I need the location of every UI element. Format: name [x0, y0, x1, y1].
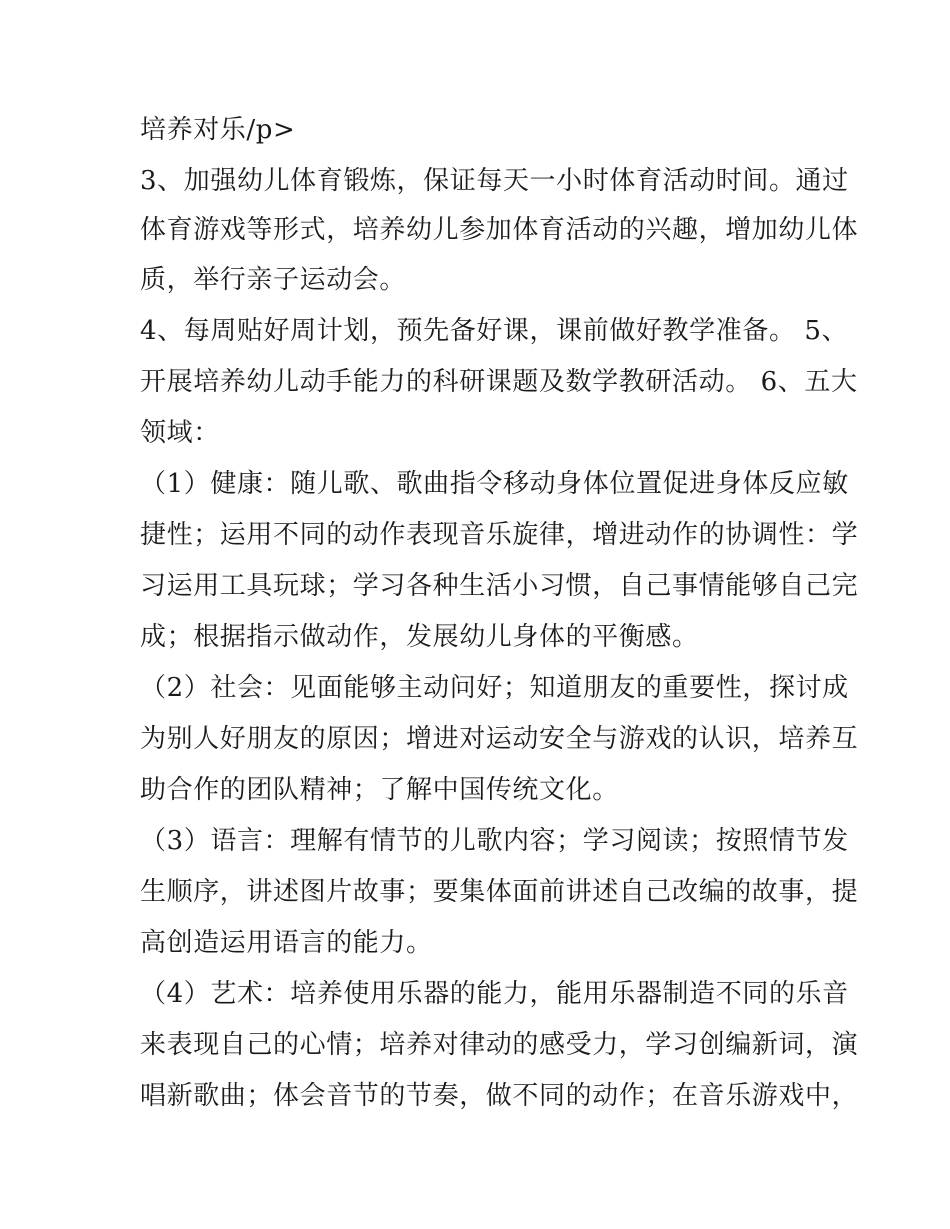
text-line: 助合作的团队精神；了解中国传统文化。: [140, 775, 619, 805]
text-line: 培养对乐/p>: [140, 115, 296, 145]
text-line: （1）健康：随儿歌、歌曲指令移动身体位置促进身体反应敏: [140, 469, 849, 499]
text-line: 4、每周贴好周计划，预先备好课，课前做好教学准备。 5、: [140, 316, 849, 346]
text-line: 生顺序，讲述图片故事；要集体面前讲述自己改编的故事，提: [140, 877, 859, 907]
text-line: 开展培养幼儿动手能力的科研课题及数学教研活动。 6、五大: [140, 367, 858, 397]
text-line: 习运用工具玩球；学习各种生活小习惯，自己事情能够自己完: [140, 571, 859, 601]
text-line: 体育游戏等形式，培养幼儿参加体育活动的兴趣，增加幼儿体: [140, 215, 859, 245]
text-line: 成；根据指示做动作，发展幼儿身体的平衡感。: [140, 622, 699, 652]
text-line: 来表现自己的心情；培养对律动的感受力，学习创编新词，演: [140, 1030, 859, 1060]
text-line: 高创造运用语言的能力。: [140, 928, 433, 958]
text-line: 质，举行亲子运动会。: [140, 265, 407, 295]
text-line: （3）语言：理解有情节的儿歌内容；学习阅读；按照情节发: [140, 826, 849, 856]
text-line: 领域：: [140, 418, 220, 448]
text-line: 捷性；运用不同的动作表现音乐旋律，增进动作的协调性：学: [140, 520, 859, 550]
text-line: 3、加强幼儿体育锻炼，保证每天一小时体育活动时间。通过: [140, 166, 849, 196]
text-line: 为别人好朋友的原因；增进对运动安全与游戏的认识，培养互: [140, 724, 859, 754]
text-line: 唱新歌曲；体会音节的节奏，做不同的动作；在音乐游戏中，: [140, 1081, 859, 1111]
text-line: （2）社会：见面能够主动问好；知道朋友的重要性，探讨成: [140, 673, 849, 703]
text-line: （4）艺术：培养使用乐器的能力，能用乐器制造不同的乐音: [140, 979, 849, 1009]
